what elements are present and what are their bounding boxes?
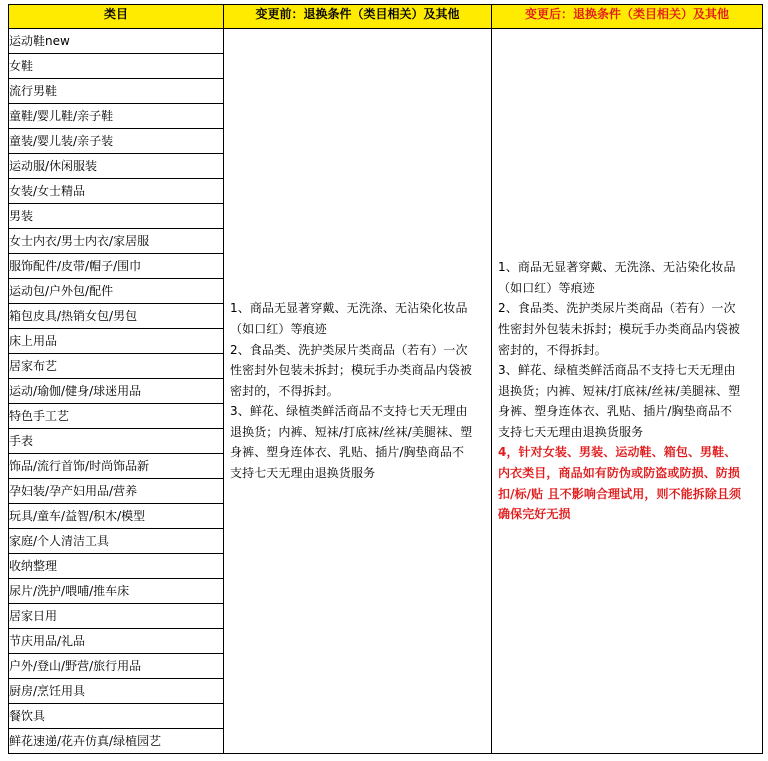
- after-condition-line: 密封的，不得拆封。: [498, 342, 607, 357]
- category-cell: 餐饮具: [9, 704, 224, 729]
- category-cell: 手表: [9, 429, 224, 454]
- before-header: 变更前：退换条件（类目相关）及其他: [224, 5, 492, 29]
- added-condition-line: 4，针对女装、男装、运动鞋、箱包、男鞋、: [498, 445, 737, 460]
- category-cell: 户外/登山/野营/旅行用品: [9, 654, 224, 679]
- category-cell: 玩具/童车/益智/积木/模型: [9, 504, 224, 529]
- category-cell: 流行男鞋: [9, 79, 224, 104]
- before-condition-line: 2、食品类、洗护类尿片类商品（若有）一次: [230, 342, 468, 357]
- added-condition-line: 内衣类目，商品如有防伪或防盗或防损、防损: [498, 466, 741, 481]
- category-cell: 居家布艺: [9, 354, 224, 379]
- category-cell: 收纳整理: [9, 554, 224, 579]
- category-cell: 饰品/流行首饰/时尚饰品新: [9, 454, 224, 479]
- category-cell: 女士内衣/男士内衣/家居服: [9, 229, 224, 254]
- policy-comparison-table: [8, 4, 763, 754]
- before-condition-line: （如口红）等痕迹: [230, 321, 327, 336]
- added-condition-line: 扣/标/贴 且不影响合理试用，则不能拆除且须: [498, 486, 742, 501]
- before-condition-line: 密封的，不得拆封。: [230, 383, 339, 398]
- before-conditions-cell: [224, 29, 492, 754]
- category-cell: 女装/女士精品: [9, 179, 224, 204]
- category-cell: 运动服/休闲服装: [9, 154, 224, 179]
- category-cell: 居家日用: [9, 604, 224, 629]
- added-condition-line: 确保完好无损: [498, 507, 571, 522]
- after-condition-line: 支持七天无理由退换货服务: [498, 424, 644, 439]
- category-cell: 尿片/洗护/喂哺/推车床: [9, 579, 224, 604]
- category-cell: 运动包/户外包/配件: [9, 279, 224, 304]
- after-header: 变更后：退换条件（类目相关）及其他: [492, 5, 763, 29]
- table-row: [9, 29, 763, 54]
- after-condition-line: 退换货；内裤、短袜/打底袜/丝袜/美腿袜、塑: [498, 383, 741, 398]
- category-cell: 鲜花速递/花卉仿真/绿植园艺: [9, 729, 224, 754]
- after-condition-line: 2、食品类、洗护类尿片类商品（若有）一次: [498, 301, 736, 316]
- after-condition-line: 性密封外包装未拆封；模玩手办类商品内袋被: [498, 321, 741, 336]
- before-condition-line: 身裤、塑身连体衣、乳贴、插片/胸垫商品不: [230, 445, 465, 460]
- category-cell: 女鞋: [9, 54, 224, 79]
- before-condition-line: 支持七天无理由退换货服务: [230, 466, 376, 481]
- category-cell: 男装: [9, 204, 224, 229]
- after-condition-line: （如口红）等痕迹: [498, 280, 595, 295]
- category-header: 类目: [9, 5, 224, 29]
- category-cell: 运动鞋new: [9, 29, 224, 54]
- category-cell: 特色手工艺: [9, 404, 224, 429]
- category-cell: 童装/婴儿装/亲子装: [9, 129, 224, 154]
- category-cell: 运动/瑜伽/健身/球迷用品: [9, 379, 224, 404]
- category-cell: 床上用品: [9, 329, 224, 354]
- after-conditions-cell: [492, 29, 763, 754]
- category-cell: 厨房/烹饪用具: [9, 679, 224, 704]
- category-cell: 家庭/个人清洁工具: [9, 529, 224, 554]
- before-condition-line: 1、商品无显著穿戴、无洗涤、无沾染化妆品: [230, 301, 468, 316]
- before-condition-line: 性密封外包装未拆封；模玩手办类商品内袋被: [230, 363, 473, 378]
- before-condition-line: 3、鲜花、绿植类鲜活商品不支持七天无理由: [230, 404, 468, 419]
- category-cell: 服饰配件/皮带/帽子/围巾: [9, 254, 224, 279]
- after-condition-line: 1、商品无显著穿戴、无洗涤、无沾染化妆品: [498, 260, 736, 275]
- after-condition-line: 3、鲜花、绿植类鲜活商品不支持七天无理由: [498, 363, 736, 378]
- category-cell: 孕妇装/孕产妇用品/营养: [9, 479, 224, 504]
- after-condition-line: 身裤、塑身连体衣、乳贴、插片/胸垫商品不: [498, 404, 733, 419]
- category-cell: 节庆用品/礼品: [9, 629, 224, 654]
- category-cell: 箱包皮具/热销女包/男包: [9, 304, 224, 329]
- before-condition-line: 退换货；内裤、短袜/打底袜/丝袜/美腿袜、塑: [230, 424, 473, 439]
- category-cell: 童鞋/婴儿鞋/亲子鞋: [9, 104, 224, 129]
- header-row: [9, 5, 763, 29]
